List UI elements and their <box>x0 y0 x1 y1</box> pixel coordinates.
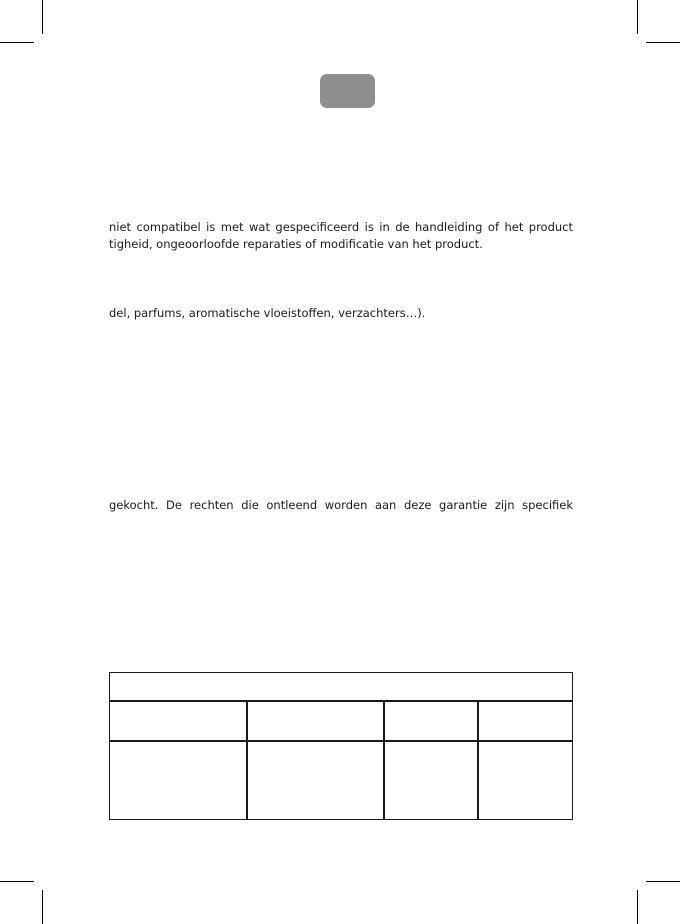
table-cell <box>248 742 383 818</box>
table-column-header-4 <box>479 702 571 740</box>
crop-mark-top-left-vertical <box>42 0 43 34</box>
table-cell <box>110 742 246 818</box>
text-line-4: gekocht. De rechten die ontleend worden aan deze garantie zijn specifiek <box>109 498 573 512</box>
text-line-1: niet compatibel is met wat gespecificeerd is in de handleiding of het product <box>109 220 573 234</box>
text-line-3: del, parfums, aromatische vloeistoffen, verzachters…). <box>109 306 426 320</box>
table-cell <box>385 742 477 818</box>
crop-mark-top-right-vertical <box>637 0 638 34</box>
crop-mark-bottom-left-horizontal <box>0 881 34 882</box>
crop-mark-bottom-left-vertical <box>42 890 43 924</box>
crop-mark-top-left-horizontal <box>0 42 34 43</box>
crop-mark-top-right-horizontal <box>646 42 680 43</box>
table-column-header-3 <box>385 702 477 740</box>
crop-mark-bottom-right-horizontal <box>646 881 680 882</box>
warranty-table <box>109 672 573 820</box>
text-line-2: tigheid, ongeoorloofde reparaties of modificatie van het product. <box>109 237 483 251</box>
crop-mark-bottom-right-vertical <box>637 890 638 924</box>
table-column-header-1 <box>110 702 246 740</box>
page-badge <box>320 74 375 108</box>
table-cell <box>479 742 571 818</box>
table-column-header-2 <box>248 702 383 740</box>
table-header-cell <box>110 673 572 701</box>
